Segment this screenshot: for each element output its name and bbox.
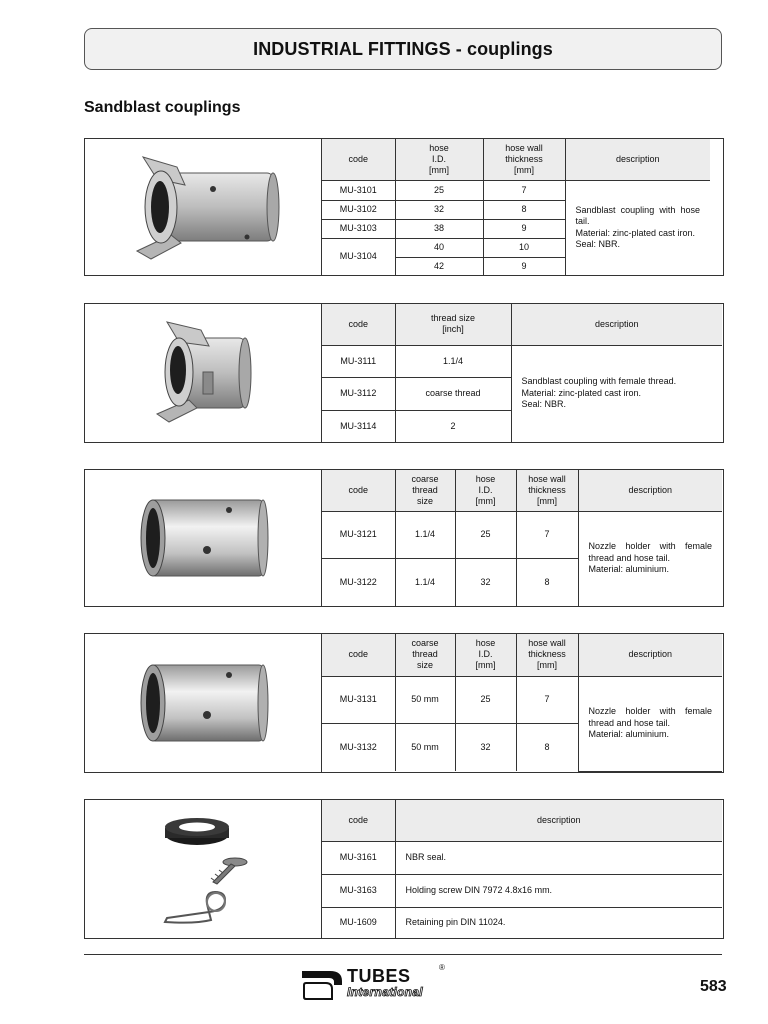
- brand-subtitle: International: [347, 985, 423, 999]
- col-header-description: description: [395, 800, 722, 841]
- col-header-code: code: [322, 470, 395, 511]
- cell-description: Sandblast coupling with female thread. Material: zinc-plated cast iron. Seal: NBR.: [511, 345, 722, 442]
- cell-description: Nozzle holder with female thread and hose tail. Material: aluminium.: [578, 676, 722, 771]
- col-header-hose-id: hose I.D. [mm]: [395, 139, 483, 180]
- tubes-logo-icon: [300, 967, 348, 1003]
- product-image-sandblast-coupling-hose-tail: [85, 139, 322, 275]
- cell-code: MU-3114: [322, 410, 395, 442]
- cell-hose-id: 25: [455, 676, 516, 723]
- page-number: 583: [700, 978, 727, 995]
- cell-hose-id: 32: [455, 558, 516, 606]
- cell-code: MU-3101: [322, 180, 395, 200]
- product-block-mu-3121: [84, 469, 724, 607]
- cell-code: MU-3112: [322, 377, 395, 410]
- registered-mark: ®: [439, 963, 445, 972]
- cell-code: MU-3161: [322, 841, 395, 874]
- cell-description: Nozzle holder with female thread and hose tail. Material: aluminium.: [578, 511, 722, 606]
- product-block-mu-3131: [84, 633, 724, 773]
- cell-code: MU-3104: [322, 238, 395, 275]
- cell-hose-id: 25: [395, 180, 483, 200]
- cell-code: MU-3102: [322, 200, 395, 219]
- col-header-code: code: [322, 634, 395, 676]
- cell-thread-size: 2: [395, 410, 511, 442]
- page-title: INDUSTRIAL FITTINGS - couplings: [84, 28, 722, 70]
- cell-wall-thickness: 8: [516, 558, 578, 606]
- col-header-code: code: [322, 139, 395, 180]
- product-block-mu-3111: [84, 303, 724, 443]
- col-header-wall-thickness: hose wall thickness [mm]: [516, 470, 578, 511]
- cell-code: MU-3131: [322, 676, 395, 723]
- cell-code: MU-3103: [322, 219, 395, 238]
- cell-wall-thickness: 9: [483, 219, 565, 238]
- cell-code: MU-1609: [322, 907, 395, 938]
- cell-thread-size: 1.1/4: [395, 511, 455, 558]
- cell-thread-size: 50 mm: [395, 676, 455, 723]
- coupling-hose-tail-icon: [85, 139, 321, 275]
- product-block-accessories: [84, 799, 724, 939]
- cell-hose-id: 32: [455, 723, 516, 771]
- cell-wall-thickness: 7: [516, 511, 578, 558]
- cell-thread-size: 50 mm: [395, 723, 455, 771]
- nozzle-holder-icon: [85, 470, 321, 606]
- col-header-hose-id: hose I.D. [mm]: [455, 470, 516, 511]
- col-header-code: code: [322, 800, 395, 841]
- cell-description: Holding screw DIN 7972 4.8x16 mm.: [395, 874, 722, 907]
- brand-logo: [300, 963, 450, 1003]
- nozzle-holder-icon: [85, 634, 321, 772]
- spec-table-3: [322, 470, 722, 607]
- cell-hose-id: 42: [395, 257, 483, 275]
- product-image-nozzle-holder: [85, 470, 322, 606]
- spec-table-4: [322, 634, 722, 772]
- product-image-sandblast-coupling-female-thread: [85, 304, 322, 442]
- cell-hose-id: 32: [395, 200, 483, 219]
- cell-wall-thickness: 10: [483, 238, 565, 257]
- col-header-description: description: [578, 634, 722, 676]
- col-header-wall-thickness: hose wall thickness [mm]: [516, 634, 578, 676]
- cell-hose-id: 25: [455, 511, 516, 558]
- col-header-wall-thickness: hose wall thickness [mm]: [483, 139, 565, 180]
- product-block-mu-3101: [84, 138, 724, 276]
- col-header-description: description: [578, 470, 722, 511]
- cell-description: Retaining pin DIN 11024.: [395, 907, 722, 938]
- cell-code: MU-3121: [322, 511, 395, 558]
- col-header-code: code: [322, 304, 395, 345]
- cell-hose-id: 40: [395, 238, 483, 257]
- cell-wall-thickness: 8: [483, 200, 565, 219]
- col-header-description: description: [511, 304, 722, 345]
- seal-screw-pin-icon: [85, 800, 321, 938]
- product-image-accessories: [85, 800, 322, 938]
- section-title: Sandblast couplings: [84, 99, 241, 116]
- cell-code: MU-3132: [322, 723, 395, 771]
- cell-thread-size: coarse thread: [395, 377, 511, 410]
- col-header-thread-size: coarse thread size: [395, 470, 455, 511]
- cell-code: MU-3163: [322, 874, 395, 907]
- footer-divider: [84, 954, 722, 955]
- cell-code: MU-3122: [322, 558, 395, 606]
- cell-code: MU-3111: [322, 345, 395, 377]
- brand-name: TUBES: [347, 966, 411, 986]
- product-image-nozzle-holder-50mm: [85, 634, 322, 772]
- cell-hose-id: 38: [395, 219, 483, 238]
- spec-table-5: [322, 800, 722, 938]
- cell-wall-thickness: 8: [516, 723, 578, 771]
- spec-table-1: [322, 139, 710, 276]
- cell-wall-thickness: 7: [483, 180, 565, 200]
- cell-thread-size: 1.1/4: [395, 345, 511, 377]
- cell-description: Sandblast coupling with hose tail. Material: zinc-plated cast iron. Seal: NBR.: [565, 180, 710, 275]
- cell-thread-size: 1.1/4: [395, 558, 455, 606]
- cell-wall-thickness: 9: [483, 257, 565, 275]
- col-header-description: description: [565, 139, 710, 180]
- coupling-female-thread-icon: [85, 304, 321, 442]
- col-header-thread-size: coarse thread size: [395, 634, 455, 676]
- col-header-hose-id: hose I.D. [mm]: [455, 634, 516, 676]
- cell-description: NBR seal.: [395, 841, 722, 874]
- cell-wall-thickness: 7: [516, 676, 578, 723]
- spec-table-2: [322, 304, 722, 443]
- col-header-thread-size: thread size [inch]: [395, 304, 511, 345]
